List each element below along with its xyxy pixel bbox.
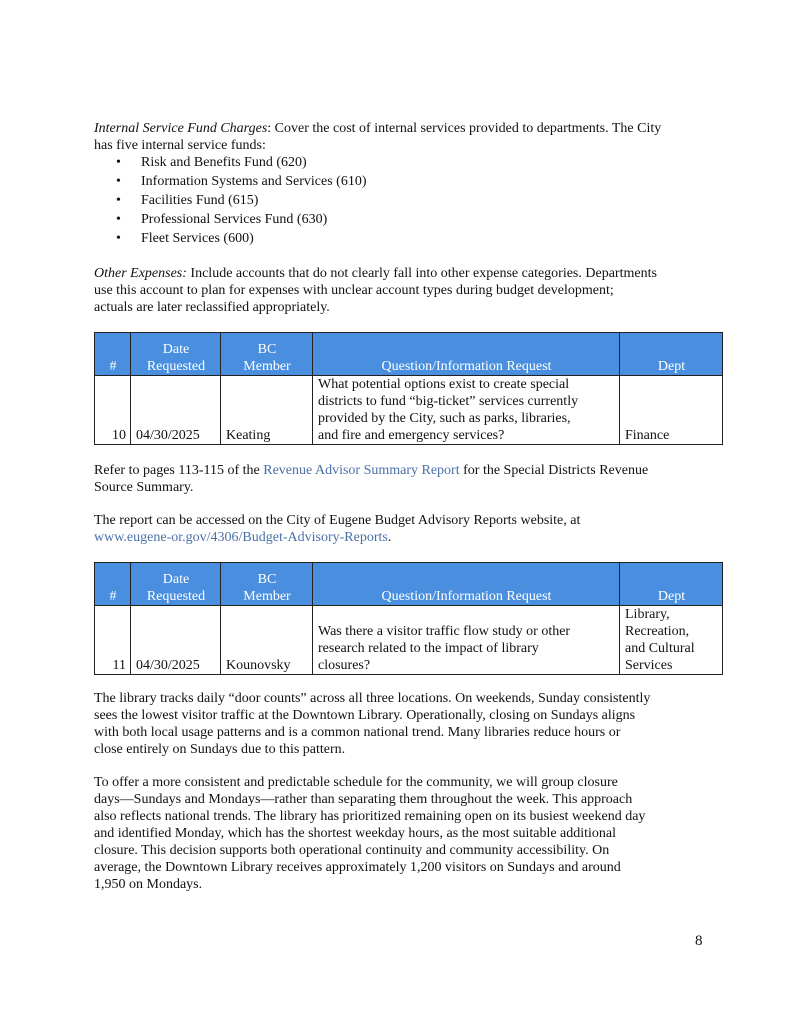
budget-reports-link[interactable]: www.eugene-or.gov/4306/Budget-Advisory-Reports [94,530,388,545]
cell-date: 04/30/2025 [131,376,221,445]
other-expenses-paragraph [94,265,657,316]
request-table-10 [94,332,723,445]
text: for the Special Districts Revenue [459,463,649,478]
cell-question: Was there a visitor traffic flow study or other research related to the impact of library closures? [313,606,620,675]
access-paragraph [94,512,580,546]
revenue-report-link[interactable]: Revenue Advisor Summary Report [263,463,460,478]
internal-service-fund-paragraph [94,120,661,154]
header-bc-member: BC Member [221,333,313,376]
list-item: • Fleet Services (600) [94,229,367,248]
header-question: Question/Information Request [313,333,620,376]
fund-list [94,153,367,248]
text: has five internal service funds: [94,138,266,153]
header-num: # [95,563,131,606]
header-num: # [95,333,131,376]
table-row [95,376,723,445]
header-dept: Dept [620,563,723,606]
cell-member: Kounovsky [221,606,313,675]
list-item: • Risk and Benefits Fund (620) [94,153,367,172]
text: actuals are later reclassified appropriately. [94,300,330,315]
page-number: 8 [695,933,703,949]
header-date: Date Requested [131,563,221,606]
request-table-11 [94,562,723,675]
header-question: Question/Information Request [313,563,620,606]
text: : Cover the cost of internal services provided to departments. The City [267,121,662,136]
header-bc-member: BC Member [221,563,313,606]
cell-dept: Finance [620,376,723,445]
list-item: • Information Systems and Services (610) [94,172,367,191]
term-heading: Other Expenses: [94,266,187,281]
cell-date: 04/30/2025 [131,606,221,675]
text: Refer to pages 113-115 of the [94,463,264,478]
list-item: • Facilities Fund (615) [94,191,367,210]
list-item: • Professional Services Fund (630) [94,210,367,229]
table-header-row [95,333,723,376]
cell-question: What potential options exist to create special districts to fund “big-ticket” services currently provided by the City, such as parks, libraries, and fire and emergency services? [313,376,620,445]
table-row [95,606,723,675]
header-date: Date Requested [131,333,221,376]
cell-num: 11 [95,606,131,675]
closure-schedule-paragraph: To offer a more consistent and predictable schedule for the community, we will group closure days—Sundays and Mondays—rather than separating them throughout the week. This approach also reflects national trends. The library has prioritized remaining open on its busiest weekend day and identified Monday, which has the shortest weekday hours, as the most suitable additional closure. This decision supports both operational continuity and community accessibility. On average, the Downtown Library receives approximately 1,200 visitors on Sundays and around 1,950 on Mondays. [94,775,646,892]
text: The report can be accessed on the City of Eugene Budget Advisory Reports website, at [94,513,581,528]
text: Include accounts that do not clearly fall into other expense categories. Departments [186,266,657,281]
door-counts-paragraph: The library tracks daily “door counts” across all three locations. On weekends, Sunday consistently sees the lowest visitor traffic at the Downtown Library. Operationally, closing on Sundays aligns with both local usage patterns and is a common national trend. Many libraries reduce hours or close entirely on Sundays due to this pattern. [94,691,651,757]
text: Source Summary. [94,480,194,495]
header-dept: Dept [620,333,723,376]
text: . [387,530,392,545]
text: use this account to plan for expenses with unclear account types during budget development; [94,283,614,298]
table-header-row [95,563,723,606]
term-heading: Internal Service Fund Charges [94,121,268,136]
cell-member: Keating [221,376,313,445]
cell-dept: Library, Recreation, and Cultural Services [620,606,723,675]
refer-paragraph [94,462,648,496]
cell-num: 10 [95,376,131,445]
